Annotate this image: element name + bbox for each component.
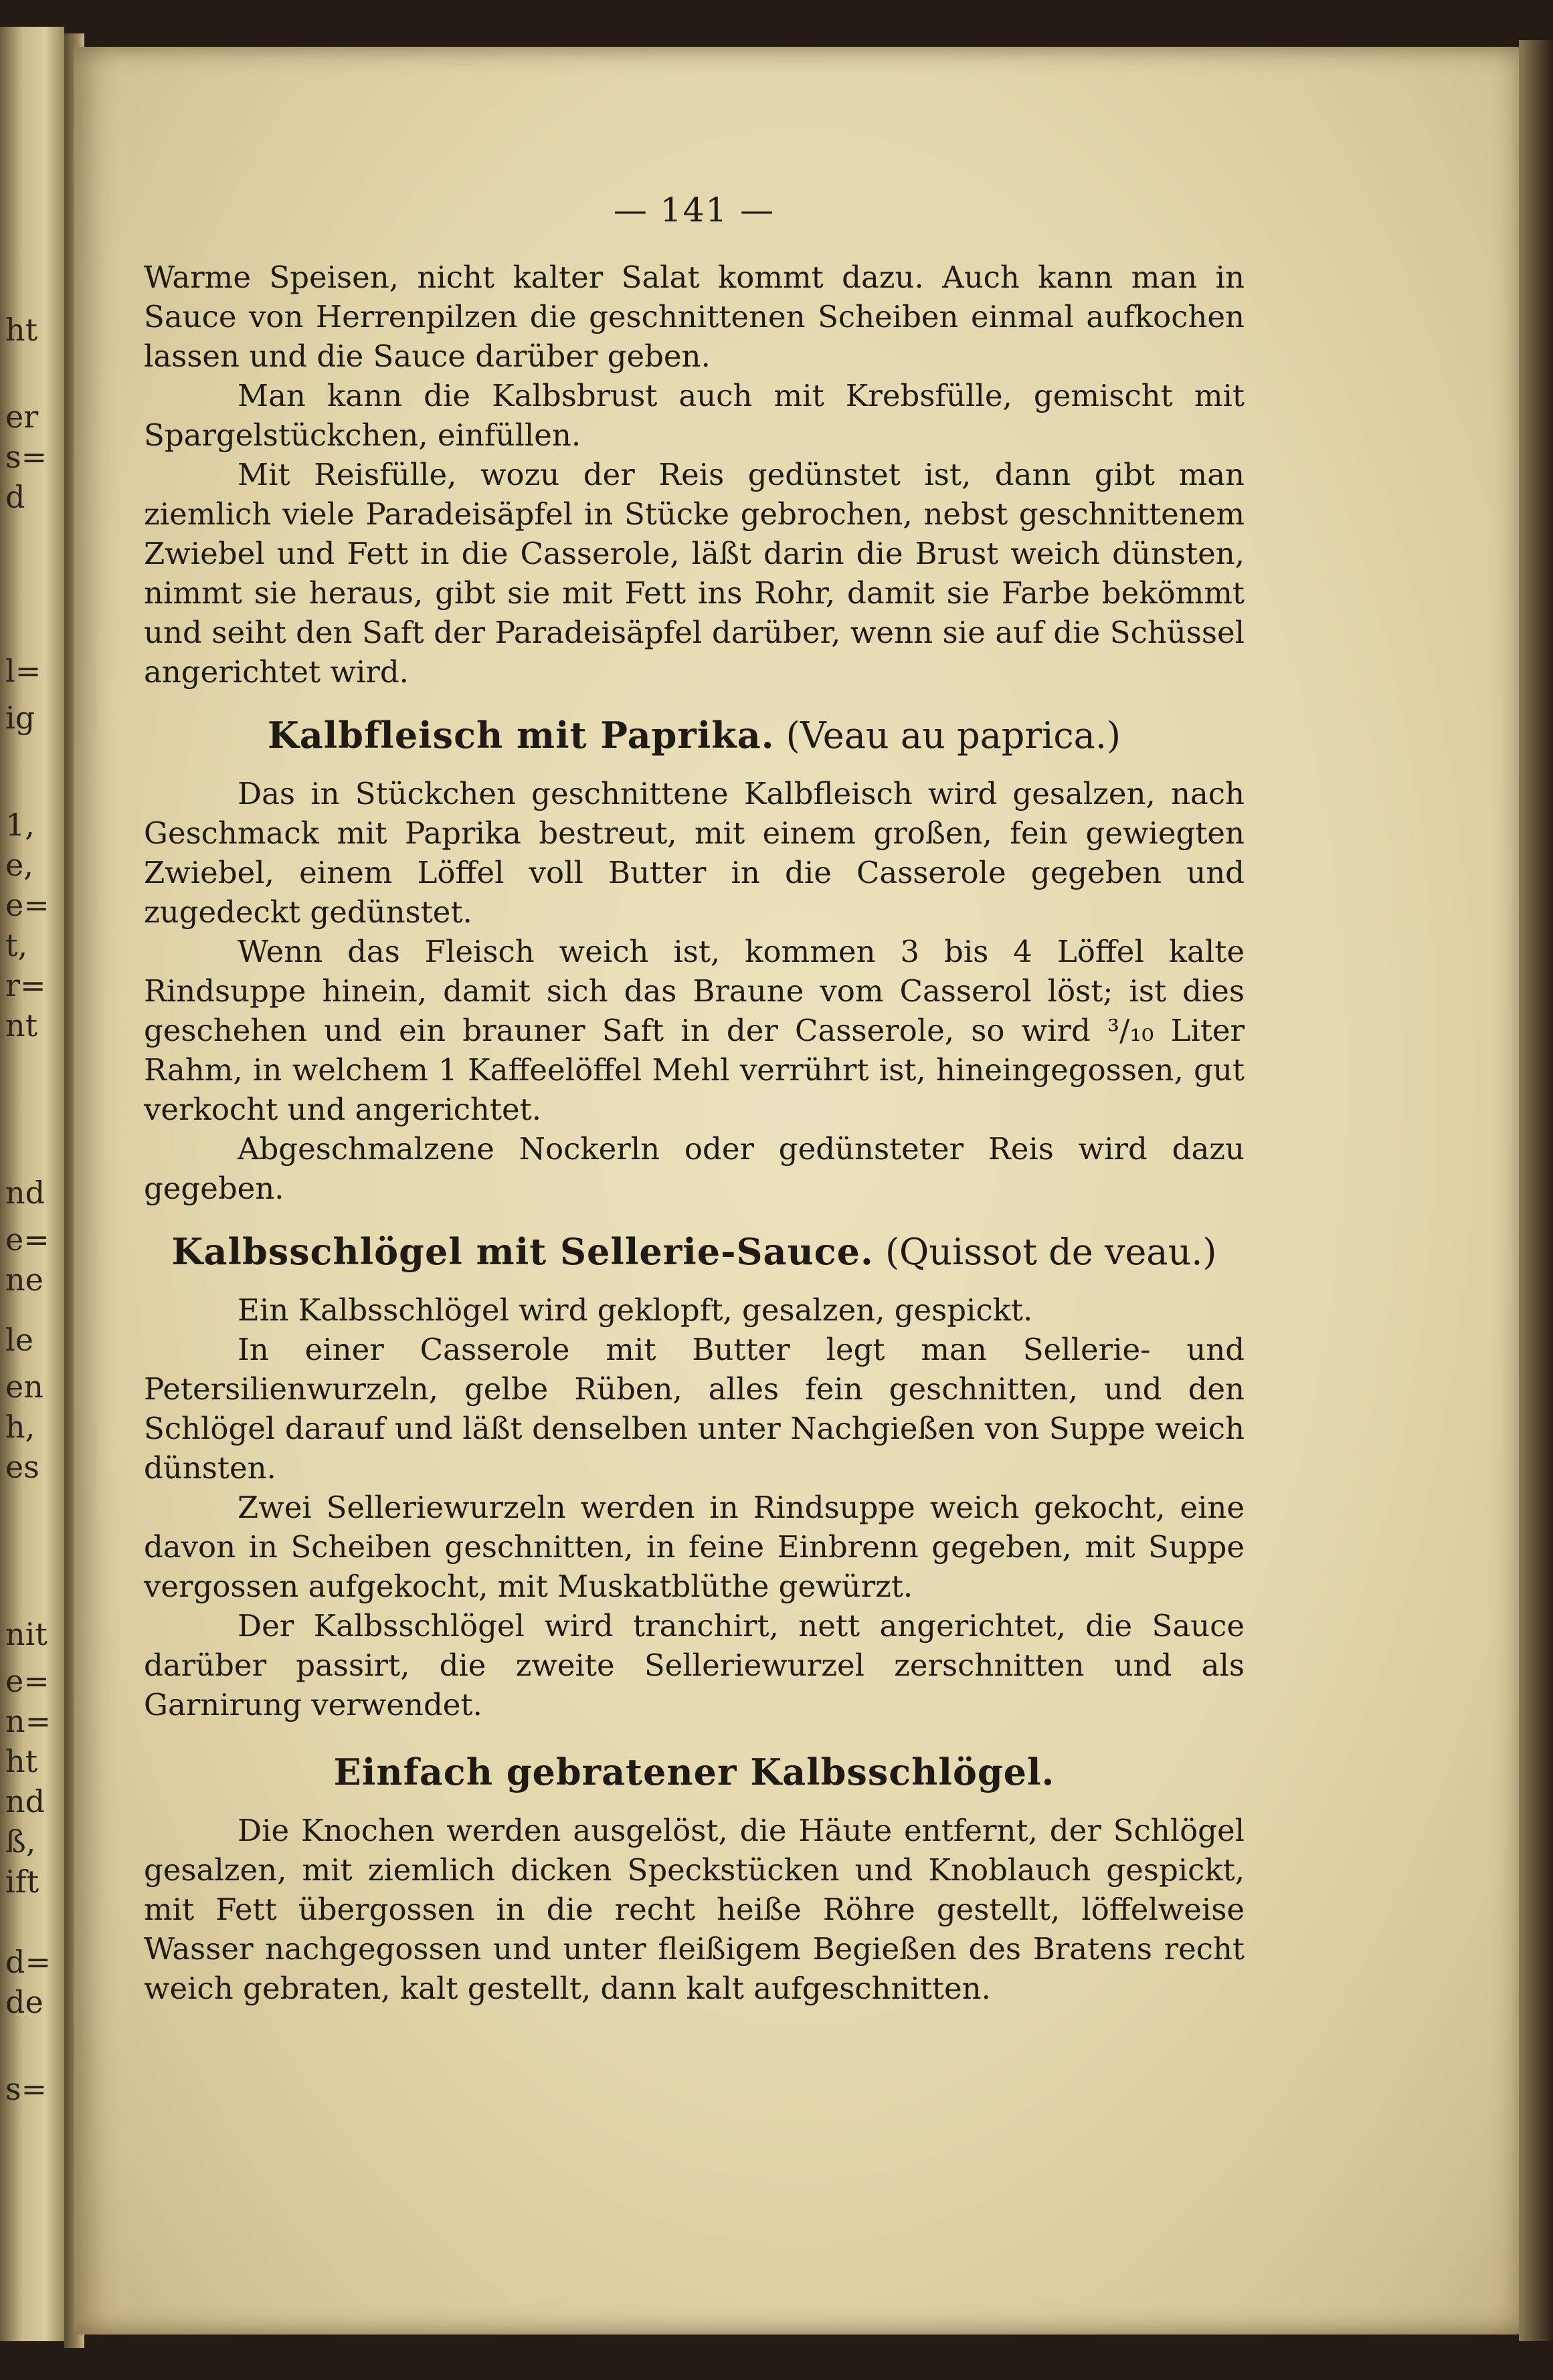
heading-french: (Veau au paprica.): [786, 714, 1121, 757]
margin-fragment: s=: [5, 439, 48, 475]
margin-fragment: n=: [5, 1703, 52, 1739]
paragraph: Die Knochen werden ausgelöst, die Häute entfernt, der Schlögel gesalzen, mit ziemlich dicken Speckstücken und Knoblauch gespickt, mit Fett übergossen in die recht heiße Röhre gestellt, löffelweise Wasser nachgegossen und unter fleißigem Begießen des Bratens recht weich gebraten, kalt gestellt, dann kalt aufgeschnitten.: [144, 1813, 1245, 2006]
margin-fragment: nit: [5, 1616, 48, 1652]
margin-fragment: er: [5, 399, 39, 435]
heading-german: Kalbfleisch mit Paprika.: [267, 714, 775, 757]
paragraph: Das in Stückchen geschnittene Kalbfleisch wird gesalzen, nach Geschmack mit Paprika bestreut, mit einem großen, fein gewiegten Zwiebel, einem Löffel voll Butter in die Casserole gegeben und zugedeckt gedünstet.: [144, 776, 1245, 930]
margin-fragment: nt: [5, 1007, 38, 1044]
margin-fragment: ift: [5, 1864, 39, 1900]
margin-fragment: l=: [5, 653, 41, 689]
paragraph: Abgeschmalzene Nockerln oder gedünsteter Reis wird dazu gegeben.: [144, 1131, 1245, 1206]
paragraph: In einer Casserole mit Butter legt man Sellerie- und Petersilienwurzeln, gelbe Rüben, alles fein geschnitten, und den Schlögel darauf und läßt denselben unter Nachgießen von Suppe weich dünsten.: [144, 1332, 1245, 1486]
margin-fragment: e=: [5, 1221, 50, 1258]
paragraph: Zwei Selleriewurzeln werden in Rindsuppe weich gekocht, eine davon in Scheiben geschnitten, in feine Einbrenn gegeben, mit Suppe vergossen aufgekocht, mit Muskatblüthe gewürzt.: [144, 1490, 1245, 1604]
recipe-heading: [144, 1231, 1245, 1273]
page-edge-shadow: [1519, 40, 1553, 2341]
margin-fragment: h,: [5, 1409, 35, 1445]
margin-fragment: e=: [5, 887, 50, 923]
page-content: [144, 191, 1245, 2008]
margin-fragment: en: [5, 1369, 43, 1405]
margin-fragment: le: [5, 1322, 33, 1358]
margin-fragment: ht: [5, 1743, 38, 1779]
margin-fragment: s=: [5, 2071, 48, 2107]
margin-fragment: e=: [5, 1663, 50, 1699]
margin-fragment: e,: [5, 847, 33, 883]
margin-fragment: ne: [5, 1262, 43, 1298]
recipe-heading: [144, 1751, 1245, 1793]
paragraph: Mit Reisfülle, wozu der Reis gedünstet ist, dann gibt man ziemlich viele Paradeisäpfel in Stücke gebrochen, nebst geschnittenem Zwiebel und Fett in die Casserole, läßt darin die Brust weich dünsten, nimmt sie heraus, gibt sie mit Fett ins Rohr, damit sie Farbe bekömmt und seiht den Saft der Paradeisäpfel darüber, wenn sie auf die Schüssel angerichtet wird.: [144, 457, 1245, 690]
margin-fragment: r=: [5, 967, 46, 1003]
heading-german: Einfach gebratener Kalbsschlögel.: [333, 1751, 1055, 1793]
margin-fragment: nd: [5, 1783, 45, 1819]
margin-fragment: 1,: [5, 807, 35, 843]
margin-fragment: d: [5, 479, 25, 515]
margin-fragment: de: [5, 1984, 43, 2020]
margin-fragment: nd: [5, 1175, 45, 1211]
heading-german: Kalbsschlögel mit Sellerie-Sauce.: [171, 1230, 874, 1273]
heading-french: (Quissot de veau.): [885, 1231, 1217, 1273]
margin-fragment: ß,: [5, 1823, 36, 1860]
margin-fragment: ig: [5, 700, 35, 736]
page-number: — 141 —: [613, 191, 775, 229]
paragraph: Wenn das Fleisch weich ist, kommen 3 bis 4 Löffel kalte Rindsuppe hinein, damit sich das Braune vom Casserol löst; ist dies geschehen und ein brauner Saft in der Casserole, so wird ³/₁₀ Liter Rahm, in welchem 1 Kaffeelöffel Mehl verrührt ist, hineingegossen, gut verkocht und angerichtet.: [144, 934, 1245, 1127]
paragraph: Ein Kalbsschlögel wird geklopft, gesalzen, gespickt.: [238, 1292, 1033, 1328]
paragraph: Warme Speisen, nicht kalter Salat kommt dazu. Auch kann man in Sauce von Herrenpilzen die geschnittenen Scheiben einmal aufkochen lassen und die Sauce darüber geben.: [144, 260, 1245, 374]
recipe-heading: [144, 714, 1245, 757]
margin-fragment: es: [5, 1449, 39, 1485]
margin-fragment: d=: [5, 1944, 51, 1980]
paragraph: Der Kalbsschlögel wird tranchirt, nett angerichtet, die Sauce darüber passirt, die zweite Selleriewurzel zerschnitten und als Garnirung verwendet.: [144, 1608, 1245, 1722]
margin-fragment: t,: [5, 927, 28, 963]
facing-page-edge: [0, 27, 64, 2341]
paragraph: Man kann die Kalbsbrust auch mit Krebsfülle, gemischt mit Spargelstückchen, einfüllen.: [144, 378, 1245, 453]
margin-fragment: ht: [5, 312, 38, 348]
